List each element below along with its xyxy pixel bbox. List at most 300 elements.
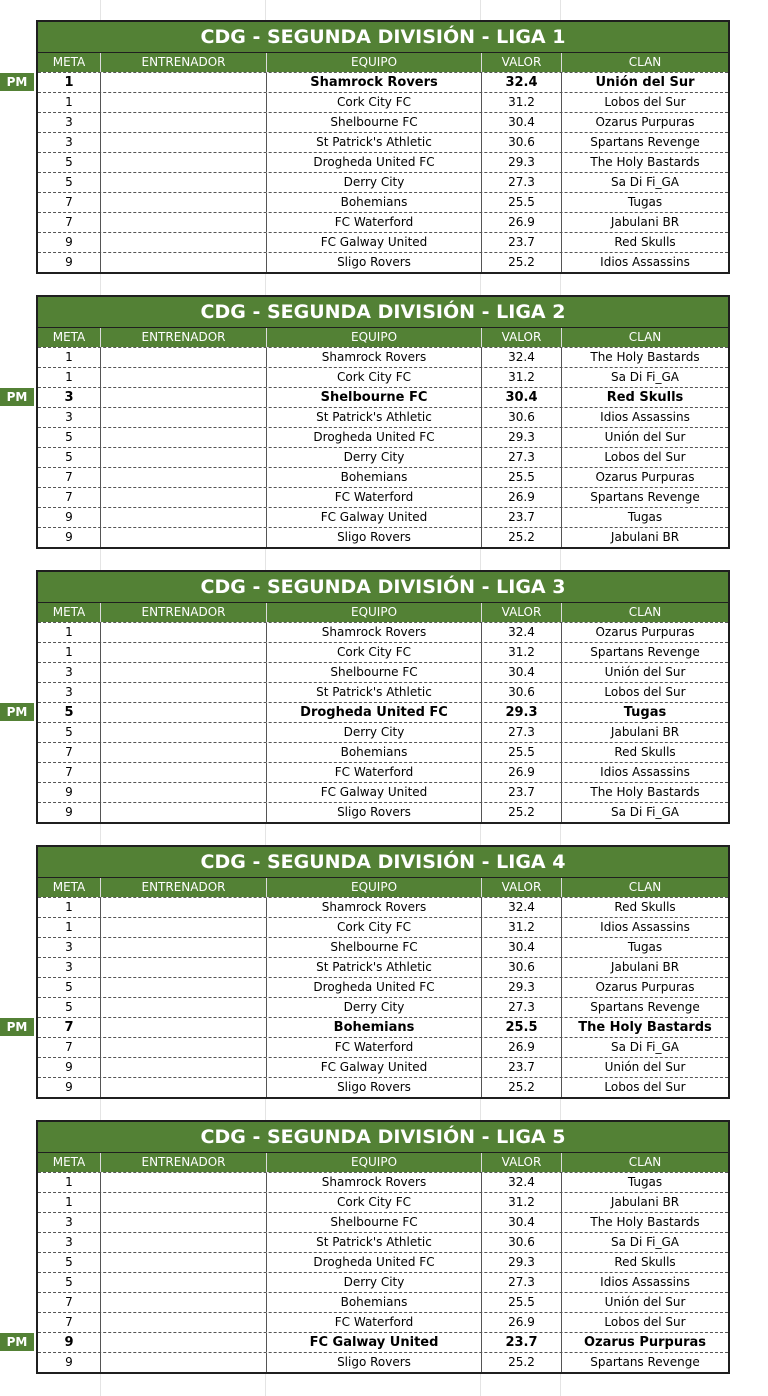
cell-meta[interactable]: 9 [38, 783, 101, 802]
pm-badge: PM [0, 73, 34, 91]
cell-valor[interactable]: 25.2 [482, 1078, 562, 1097]
cell-clan[interactable]: Jabulani BR [610, 215, 680, 229]
cell-meta[interactable]: 3 [38, 938, 101, 957]
cell-entrenador[interactable] [101, 408, 267, 427]
cell-meta[interactable]: 3 [38, 1213, 101, 1232]
cell-meta[interactable]: 9 [38, 253, 101, 272]
cell-clan[interactable]: Tugas [627, 1175, 663, 1189]
cell-meta[interactable]: 3 [38, 388, 101, 407]
cell-equipo[interactable]: Drogheda United FC [267, 978, 482, 997]
cell-valor[interactable]: 25.5 [482, 1293, 562, 1312]
cell-entrenador[interactable] [101, 73, 267, 92]
cell-valor[interactable]: 23.7 [482, 783, 562, 802]
column-header-valor: VALOR [482, 603, 562, 622]
cell-equipo[interactable]: Bohemians [267, 468, 482, 487]
cell-entrenador[interactable] [101, 1273, 267, 1292]
cell-clan[interactable]: Sa Di Fi_GA [610, 175, 680, 189]
cell-clan[interactable]: Sa Di Fi_GA [610, 805, 680, 819]
table-row [38, 172, 728, 192]
cell-valor[interactable]: 27.3 [482, 448, 562, 467]
cell-equipo[interactable]: Shamrock Rovers [267, 348, 482, 367]
cell-entrenador[interactable] [101, 428, 267, 447]
cell-valor[interactable]: 23.7 [482, 508, 562, 527]
cell-meta[interactable]: 5 [38, 1273, 101, 1292]
cell-meta[interactable]: 7 [38, 1018, 101, 1037]
cell-meta[interactable]: 7 [38, 193, 101, 212]
cell-valor[interactable]: 29.3 [482, 153, 562, 172]
cell-equipo[interactable]: Sligo Rovers [267, 253, 482, 272]
cell-valor[interactable]: 23.7 [482, 233, 562, 252]
column-header-entrenador: ENTRENADOR [101, 1153, 267, 1172]
table-row [38, 467, 728, 487]
cell-equipo[interactable]: St Patrick's Athletic [267, 408, 482, 427]
cell-entrenador[interactable] [101, 1038, 267, 1057]
cell-meta[interactable]: 1 [38, 623, 101, 642]
cell-valor[interactable]: 31.2 [482, 93, 562, 112]
cell-equipo[interactable]: Shamrock Rovers [267, 73, 482, 92]
cell-valor[interactable]: 30.4 [482, 663, 562, 682]
cell-entrenador[interactable] [101, 133, 267, 152]
cell-clan[interactable]: Lobos del Sur [604, 685, 686, 699]
cell-clan[interactable]: Ozarus Purpuras [595, 980, 695, 994]
cell-equipo[interactable]: FC Galway United [267, 783, 482, 802]
cell-entrenador[interactable] [101, 918, 267, 937]
cell-equipo[interactable]: Drogheda United FC [267, 703, 482, 722]
cell-meta[interactable]: 1 [38, 93, 101, 112]
cell-valor[interactable]: 30.6 [482, 958, 562, 977]
cell-meta[interactable]: 5 [38, 153, 101, 172]
cell-meta[interactable]: 5 [38, 448, 101, 467]
cell-meta[interactable]: 7 [38, 1293, 101, 1312]
cell-clan[interactable]: Jabulani BR [610, 1195, 680, 1209]
cell-entrenador[interactable] [101, 643, 267, 662]
cell-entrenador[interactable] [101, 683, 267, 702]
cell-valor[interactable]: 32.4 [482, 898, 562, 917]
league-title: CDG - SEGUNDA DIVISIÓN - LIGA 2 [38, 297, 728, 328]
cell-valor[interactable]: 32.4 [482, 623, 562, 642]
cell-equipo[interactable]: Cork City FC [267, 368, 482, 387]
cell-clan[interactable]: Spartans Revenge [590, 1355, 700, 1369]
cell-equipo[interactable]: FC Waterford [267, 488, 482, 507]
table-row [38, 662, 728, 682]
cell-valor[interactable]: 31.2 [482, 1193, 562, 1212]
cell-equipo[interactable]: Shamrock Rovers [267, 1173, 482, 1192]
cell-clan[interactable]: Idios Assassins [600, 920, 690, 934]
cell-entrenador[interactable] [101, 1078, 267, 1097]
table-row [38, 917, 728, 937]
cell-entrenador[interactable] [101, 253, 267, 272]
cell-valor[interactable]: 26.9 [482, 488, 562, 507]
cell-entrenador[interactable] [101, 213, 267, 232]
cell-meta[interactable]: 7 [38, 468, 101, 487]
cell-equipo[interactable]: FC Galway United [267, 1333, 482, 1352]
cell-entrenador[interactable] [101, 1173, 267, 1192]
table-row [38, 1172, 728, 1192]
cell-clan[interactable]: Idios Assassins [600, 765, 690, 779]
column-header-row [38, 1153, 728, 1172]
cell-entrenador[interactable] [101, 1193, 267, 1212]
cell-meta[interactable]: 1 [38, 348, 101, 367]
cell-meta[interactable]: 5 [38, 723, 101, 742]
cell-entrenador[interactable] [101, 368, 267, 387]
cell-meta[interactable]: 5 [38, 428, 101, 447]
cell-valor[interactable]: 30.4 [482, 388, 562, 407]
cell-valor[interactable]: 27.3 [482, 723, 562, 742]
cell-meta[interactable]: 3 [38, 958, 101, 977]
cell-valor[interactable]: 26.9 [482, 1313, 562, 1332]
cell-valor[interactable]: 29.3 [482, 1253, 562, 1272]
cell-meta[interactable]: 3 [38, 683, 101, 702]
column-header-row [38, 603, 728, 622]
cell-entrenador[interactable] [101, 388, 267, 407]
cell-equipo[interactable]: Derry City [267, 1273, 482, 1292]
cell-equipo[interactable]: St Patrick's Athletic [267, 683, 482, 702]
cell-equipo[interactable]: Bohemians [267, 1018, 482, 1037]
column-header-valor: VALOR [482, 328, 562, 347]
cell-equipo[interactable]: Shelbourne FC [267, 663, 482, 682]
cell-equipo[interactable]: Cork City FC [267, 918, 482, 937]
cell-meta[interactable]: 7 [38, 763, 101, 782]
table-row [38, 112, 728, 132]
cell-entrenador[interactable] [101, 153, 267, 172]
cell-meta[interactable]: 3 [38, 113, 101, 132]
cell-entrenador[interactable] [101, 508, 267, 527]
table-row [38, 132, 728, 152]
cell-meta[interactable]: 5 [38, 978, 101, 997]
cell-equipo[interactable]: St Patrick's Athletic [267, 958, 482, 977]
table-row [38, 487, 728, 507]
cell-equipo[interactable]: Drogheda United FC [267, 428, 482, 447]
cell-equipo[interactable]: Derry City [267, 723, 482, 742]
table-row [38, 232, 728, 252]
cell-meta[interactable]: 5 [38, 998, 101, 1017]
cell-meta[interactable]: 9 [38, 1333, 101, 1352]
cell-clan[interactable]: Sa Di Fi_GA [610, 1235, 680, 1249]
cell-equipo[interactable]: FC Galway United [267, 508, 482, 527]
cell-equipo[interactable]: Bohemians [267, 193, 482, 212]
cell-entrenador[interactable] [101, 978, 267, 997]
cell-meta[interactable]: 7 [38, 743, 101, 762]
table-row [38, 1332, 728, 1352]
cell-clan[interactable]: Ozarus Purpuras [595, 115, 695, 129]
table-row [38, 682, 728, 702]
cell-clan[interactable]: The Holy Bastards [590, 1215, 700, 1229]
cell-valor[interactable]: 32.4 [482, 73, 562, 92]
cell-clan[interactable]: Red Skulls [614, 1255, 676, 1269]
cell-meta[interactable]: 3 [38, 663, 101, 682]
column-header-meta: META [38, 53, 101, 72]
cell-clan[interactable]: Unión del Sur [595, 75, 695, 90]
league-title: CDG - SEGUNDA DIVISIÓN - LIGA 5 [38, 1122, 728, 1153]
cell-entrenador[interactable] [101, 898, 267, 917]
cell-clan[interactable]: Sa Di Fi_GA [610, 1040, 680, 1054]
cell-valor[interactable]: 30.4 [482, 113, 562, 132]
cell-clan[interactable]: The Holy Bastards [590, 350, 700, 364]
cell-valor[interactable]: 30.6 [482, 133, 562, 152]
cell-meta[interactable]: 7 [38, 488, 101, 507]
cell-meta[interactable]: 5 [38, 703, 101, 722]
cell-entrenador[interactable] [101, 193, 267, 212]
cell-valor[interactable]: 29.3 [482, 703, 562, 722]
cell-clan[interactable]: Lobos del Sur [604, 1080, 686, 1094]
cell-meta[interactable]: 9 [38, 1058, 101, 1077]
cell-equipo[interactable]: Cork City FC [267, 93, 482, 112]
cell-entrenador[interactable] [101, 488, 267, 507]
table-row [38, 447, 728, 467]
cell-clan[interactable]: Spartans Revenge [590, 490, 700, 504]
cell-clan[interactable]: Tugas [627, 510, 663, 524]
cell-clan[interactable]: Tugas [623, 705, 667, 720]
cell-entrenador[interactable] [101, 528, 267, 547]
cell-clan[interactable]: Sa Di Fi_GA [610, 370, 680, 384]
cell-clan[interactable]: Idios Assassins [600, 1275, 690, 1289]
cell-meta[interactable]: 9 [38, 508, 101, 527]
league-table-3 [36, 570, 730, 824]
table-row [38, 72, 728, 92]
table-row [38, 997, 728, 1017]
column-header-clan: CLAN [628, 330, 662, 344]
cell-meta[interactable]: 5 [38, 1253, 101, 1272]
cell-clan[interactable]: Tugas [627, 940, 663, 954]
cell-equipo[interactable]: FC Galway United [267, 233, 482, 252]
cell-meta[interactable]: 1 [38, 918, 101, 937]
cell-clan[interactable]: Jabulani BR [610, 530, 680, 544]
table-row [38, 1077, 728, 1097]
cell-entrenador[interactable] [101, 1253, 267, 1272]
cell-valor[interactable]: 25.5 [482, 743, 562, 762]
table-row [38, 252, 728, 272]
cell-equipo[interactable]: Derry City [267, 448, 482, 467]
cell-entrenador[interactable] [101, 998, 267, 1017]
cell-clan[interactable]: Unión del Sur [604, 1060, 686, 1074]
cell-meta[interactable]: 3 [38, 1233, 101, 1252]
cell-clan[interactable]: Lobos del Sur [604, 95, 686, 109]
table-row [38, 407, 728, 427]
cell-clan[interactable]: Ozarus Purpuras [584, 1335, 706, 1350]
cell-equipo[interactable]: Cork City FC [267, 643, 482, 662]
cell-valor[interactable]: 23.7 [482, 1333, 562, 1352]
cell-valor[interactable]: 26.9 [482, 1038, 562, 1057]
cell-meta[interactable]: 7 [38, 1038, 101, 1057]
cell-clan[interactable]: Ozarus Purpuras [595, 625, 695, 639]
table-row [38, 212, 728, 232]
cell-meta[interactable]: 9 [38, 528, 101, 547]
cell-equipo[interactable]: Shelbourne FC [267, 938, 482, 957]
cell-equipo[interactable]: Sligo Rovers [267, 528, 482, 547]
cell-entrenador[interactable] [101, 1213, 267, 1232]
table-row [38, 192, 728, 212]
table-row [38, 802, 728, 822]
cell-valor[interactable]: 30.6 [482, 683, 562, 702]
cell-clan[interactable]: Idios Assassins [600, 410, 690, 424]
cell-clan[interactable]: Jabulani BR [610, 960, 680, 974]
table-row [38, 1252, 728, 1272]
cell-valor[interactable]: 29.3 [482, 978, 562, 997]
cell-equipo[interactable]: FC Waterford [267, 1038, 482, 1057]
cell-valor[interactable]: 29.3 [482, 428, 562, 447]
cell-equipo[interactable]: Sligo Rovers [267, 1353, 482, 1372]
cell-equipo[interactable]: FC Waterford [267, 763, 482, 782]
cell-equipo[interactable]: Shelbourne FC [267, 1213, 482, 1232]
cell-entrenador[interactable] [101, 723, 267, 742]
cell-entrenador[interactable] [101, 1313, 267, 1332]
cell-clan[interactable]: Red Skulls [614, 900, 676, 914]
column-header-row [38, 53, 728, 72]
cell-valor[interactable]: 23.7 [482, 1058, 562, 1077]
cell-equipo[interactable]: Drogheda United FC [267, 1253, 482, 1272]
cell-valor[interactable]: 27.3 [482, 173, 562, 192]
cell-valor[interactable]: 32.4 [482, 1173, 562, 1192]
cell-meta[interactable]: 3 [38, 408, 101, 427]
cell-clan[interactable]: Red Skulls [606, 390, 684, 405]
cell-entrenador[interactable] [101, 1353, 267, 1372]
cell-valor[interactable]: 25.2 [482, 528, 562, 547]
cell-clan[interactable]: Red Skulls [614, 745, 676, 759]
cell-meta[interactable]: 9 [38, 1353, 101, 1372]
cell-equipo[interactable]: FC Waterford [267, 213, 482, 232]
cell-valor[interactable]: 32.4 [482, 348, 562, 367]
cell-equipo[interactable]: Derry City [267, 998, 482, 1017]
column-header-entrenador: ENTRENADOR [101, 53, 267, 72]
cell-meta[interactable]: 7 [38, 213, 101, 232]
cell-valor[interactable]: 30.6 [482, 408, 562, 427]
cell-valor[interactable]: 25.5 [482, 468, 562, 487]
cell-valor[interactable]: 27.3 [482, 998, 562, 1017]
cell-meta[interactable]: 1 [38, 368, 101, 387]
cell-clan[interactable]: Spartans Revenge [590, 645, 700, 659]
cell-entrenador[interactable] [101, 803, 267, 822]
column-header-valor: VALOR [482, 1153, 562, 1172]
cell-entrenador[interactable] [101, 763, 267, 782]
column-header-valor: VALOR [482, 53, 562, 72]
cell-entrenador[interactable] [101, 783, 267, 802]
cell-clan[interactable]: Jabulani BR [610, 725, 680, 739]
cell-meta[interactable]: 7 [38, 1313, 101, 1332]
cell-meta[interactable]: 9 [38, 1078, 101, 1097]
column-header-meta: META [38, 603, 101, 622]
table-row [38, 527, 728, 547]
cell-valor[interactable]: 30.4 [482, 1213, 562, 1232]
cell-clan[interactable]: Red Skulls [614, 235, 676, 249]
cell-clan[interactable]: The Holy Bastards [578, 1020, 712, 1035]
cell-clan[interactable]: Lobos del Sur [604, 1315, 686, 1329]
table-row [38, 977, 728, 997]
table-row [38, 427, 728, 447]
cell-clan[interactable]: Lobos del Sur [604, 450, 686, 464]
cell-meta[interactable]: 1 [38, 643, 101, 662]
cell-entrenador[interactable] [101, 938, 267, 957]
cell-entrenador[interactable] [101, 663, 267, 682]
cell-equipo[interactable]: Shamrock Rovers [267, 623, 482, 642]
cell-entrenador[interactable] [101, 113, 267, 132]
cell-clan[interactable]: Ozarus Purpuras [595, 470, 695, 484]
cell-valor[interactable]: 31.2 [482, 368, 562, 387]
cell-equipo[interactable]: Cork City FC [267, 1193, 482, 1212]
cell-clan[interactable]: Tugas [627, 195, 663, 209]
cell-clan[interactable]: Unión del Sur [604, 430, 686, 444]
cell-entrenador[interactable] [101, 703, 267, 722]
cell-entrenador[interactable] [101, 233, 267, 252]
column-header-entrenador: ENTRENADOR [101, 603, 267, 622]
cell-clan[interactable]: Idios Assassins [600, 255, 690, 269]
cell-valor[interactable]: 27.3 [482, 1273, 562, 1292]
cell-entrenador[interactable] [101, 1233, 267, 1252]
cell-valor[interactable]: 31.2 [482, 643, 562, 662]
cell-meta[interactable]: 3 [38, 133, 101, 152]
cell-equipo[interactable]: Bohemians [267, 743, 482, 762]
table-row [38, 367, 728, 387]
cell-entrenador[interactable] [101, 958, 267, 977]
cell-meta[interactable]: 1 [38, 1193, 101, 1212]
column-header-equipo: EQUIPO [267, 878, 482, 897]
cell-equipo[interactable]: Shelbourne FC [267, 113, 482, 132]
cell-clan[interactable]: Spartans Revenge [590, 135, 700, 149]
pm-badge: PM [0, 1333, 34, 1351]
cell-valor[interactable]: 26.9 [482, 763, 562, 782]
table-row [38, 1272, 728, 1292]
cell-entrenador[interactable] [101, 93, 267, 112]
cell-valor[interactable]: 26.9 [482, 213, 562, 232]
cell-equipo[interactable]: Derry City [267, 173, 482, 192]
cell-equipo[interactable]: Shamrock Rovers [267, 898, 482, 917]
cell-meta[interactable]: 5 [38, 173, 101, 192]
cell-valor[interactable]: 30.4 [482, 938, 562, 957]
cell-valor[interactable]: 25.2 [482, 1353, 562, 1372]
cell-entrenador[interactable] [101, 348, 267, 367]
cell-meta[interactable]: 1 [38, 73, 101, 92]
cell-valor[interactable]: 31.2 [482, 918, 562, 937]
cell-valor[interactable]: 25.2 [482, 253, 562, 272]
cell-meta[interactable]: 9 [38, 233, 101, 252]
cell-entrenador[interactable] [101, 623, 267, 642]
cell-clan[interactable]: Unión del Sur [604, 665, 686, 679]
table-row [38, 1232, 728, 1252]
cell-valor[interactable]: 30.6 [482, 1233, 562, 1252]
cell-equipo[interactable]: St Patrick's Athletic [267, 1233, 482, 1252]
cell-equipo[interactable]: Sligo Rovers [267, 803, 482, 822]
cell-equipo[interactable]: FC Waterford [267, 1313, 482, 1332]
cell-entrenador[interactable] [101, 1333, 267, 1352]
cell-equipo[interactable]: St Patrick's Athletic [267, 133, 482, 152]
column-header-meta: META [38, 328, 101, 347]
cell-equipo[interactable]: Shelbourne FC [267, 388, 482, 407]
cell-equipo[interactable]: Drogheda United FC [267, 153, 482, 172]
cell-equipo[interactable]: Sligo Rovers [267, 1078, 482, 1097]
cell-clan[interactable]: Unión del Sur [604, 1295, 686, 1309]
cell-valor[interactable]: 25.5 [482, 1018, 562, 1037]
cell-meta[interactable]: 1 [38, 1173, 101, 1192]
cell-entrenador[interactable] [101, 448, 267, 467]
cell-meta[interactable]: 9 [38, 803, 101, 822]
table-row [38, 742, 728, 762]
cell-clan[interactable]: The Holy Bastards [590, 785, 700, 799]
cell-clan[interactable]: Spartans Revenge [590, 1000, 700, 1014]
cell-equipo[interactable]: Bohemians [267, 1293, 482, 1312]
cell-entrenador[interactable] [101, 173, 267, 192]
cell-entrenador[interactable] [101, 1058, 267, 1077]
cell-entrenador[interactable] [101, 468, 267, 487]
cell-equipo[interactable]: FC Galway United [267, 1058, 482, 1077]
cell-meta[interactable]: 1 [38, 898, 101, 917]
cell-valor[interactable]: 25.5 [482, 193, 562, 212]
column-header-row [38, 328, 728, 347]
table-row [38, 897, 728, 917]
cell-valor[interactable]: 25.2 [482, 803, 562, 822]
cell-entrenador[interactable] [101, 743, 267, 762]
cell-entrenador[interactable] [101, 1293, 267, 1312]
cell-entrenador[interactable] [101, 1018, 267, 1037]
cell-clan[interactable]: The Holy Bastards [590, 155, 700, 169]
